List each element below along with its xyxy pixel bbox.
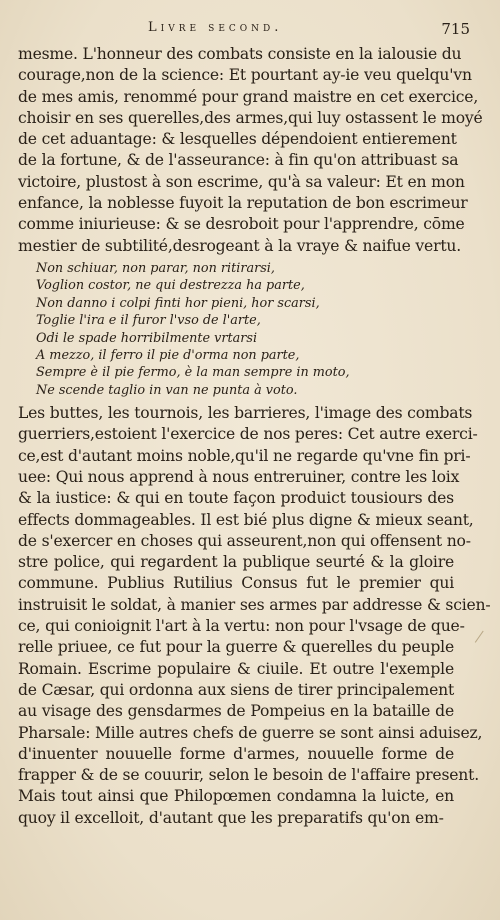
verse-line: Non danno i colpi finti hor pieni, hor scarsi, <box>36 295 320 311</box>
text-line: victoire, plustost à son escrime, qu'à sa valeur: Et en mon <box>18 172 465 191</box>
text-line: Les buttes, les tournois, les barrieres, l'image des combats <box>18 404 473 423</box>
text-line: au visage des gensdarmes de Pompeius en la bataille de <box>18 702 454 721</box>
text-line: commune. Publius Rutilius Consus fut le premier qui <box>18 574 454 593</box>
paragraph <box>18 44 483 257</box>
verse-line: Odi le spade horribilmente vrtarsi <box>36 330 258 346</box>
text-line: enfance, la noblesse fuyoit la reputation de bon escrimeur <box>18 194 468 213</box>
text-line: relle priuee, ce fut pour la guerre & querelles du peuple <box>18 638 454 657</box>
text-line: stre police, qui regardent la publique seurté & la gloire <box>18 553 454 572</box>
text-line: d'inuenter nouuelle forme d'armes, nouuelle forme de <box>18 744 454 763</box>
text-line: choisir en ses querelles,des armes,qui luy ostassent le moyé <box>18 108 483 127</box>
verse-line: Ne scende taglio in van ne punta à voto. <box>36 382 298 398</box>
text-line: Romain. Escrime populaire & ciuile. Et outre l'exemple <box>18 659 454 678</box>
text-line: courage,non de la science: Et pourtant ay-ie veu quelqu'vn <box>18 66 472 85</box>
text-line: uee: Qui nous apprend à nous entreruiner, contre les loix <box>18 467 460 486</box>
margin-mark <box>475 631 490 648</box>
text-line: effects dommageables. Il est bié plus digne & mieux seant, <box>18 510 474 529</box>
running-head: Livre second. <box>148 20 283 35</box>
italian-verse-quotation <box>18 260 454 399</box>
verse-line: Sempre è il pie fermo, è la man sempre in moto, <box>36 365 350 381</box>
text-line: mesme. L'honneur des combats consiste en la ialousie du <box>18 45 462 63</box>
text-line: Pharsale: Mille autres chefs de guerre se sont ainsi aduisez, <box>18 723 483 742</box>
text-line: guerriers,estoient l'exercice de nos peres: Cet autre exerci- <box>18 425 478 444</box>
text-line: de s'exercer en choses qui asseurent,non qui offensent no- <box>18 531 471 550</box>
text-line: de la fortune, & de l'asseurance: à fin qu'on attribuast sa <box>18 151 459 170</box>
verse-line: A mezzo, il ferro il pie d'orma non parte, <box>36 347 300 363</box>
text-line: de cet aduantage: & lesquelles dépendoient entierement <box>18 130 457 149</box>
paragraph <box>18 403 491 829</box>
page-number: 715 <box>441 20 470 38</box>
text-line: Mais tout ainsi que Philopœmen condamna la luicte, en <box>18 787 454 806</box>
verse-line: Toglie l'ira e il furor l'vso de l'arte, <box>36 313 261 329</box>
text-line: instruisit le soldat, à manier ses armes par addresse & scien- <box>18 595 491 614</box>
text-line: de Cæsar, qui ordonna aux siens de tirer principalement <box>18 680 455 699</box>
text-line: comme iniurieuse: & se desroboit pour l'apprendre, cōme <box>18 215 465 234</box>
text-line: ce,est d'autant moins noble,qu'il ne regarde qu'vne fin pri- <box>18 446 471 465</box>
text-line: & la iustice: & qui en toute façon produict tousiours des <box>18 489 454 508</box>
body-text <box>18 44 491 829</box>
verse-line: Voglion costor, ne qui destrezza ha parte, <box>36 278 305 294</box>
text-line: quoy il excelloit, d'autant que les preparatifs qu'on em- <box>18 808 444 827</box>
text-line: mestier de subtilité,desrogeant à la vraye & naifue vertu. <box>18 236 461 255</box>
verse-line: Non schiuar, non parar, non ritirarsi, <box>36 260 275 276</box>
text-line: ce, qui conioignit l'art à la vertu: non pour l'vsage de que- <box>18 617 465 636</box>
page-header <box>0 20 500 42</box>
text-line: de mes amis, renommé pour grand maistre en cet exercice, <box>18 87 479 106</box>
text-line: frapper & de se couurir, selon le besoin de l'affaire present. <box>18 766 479 785</box>
